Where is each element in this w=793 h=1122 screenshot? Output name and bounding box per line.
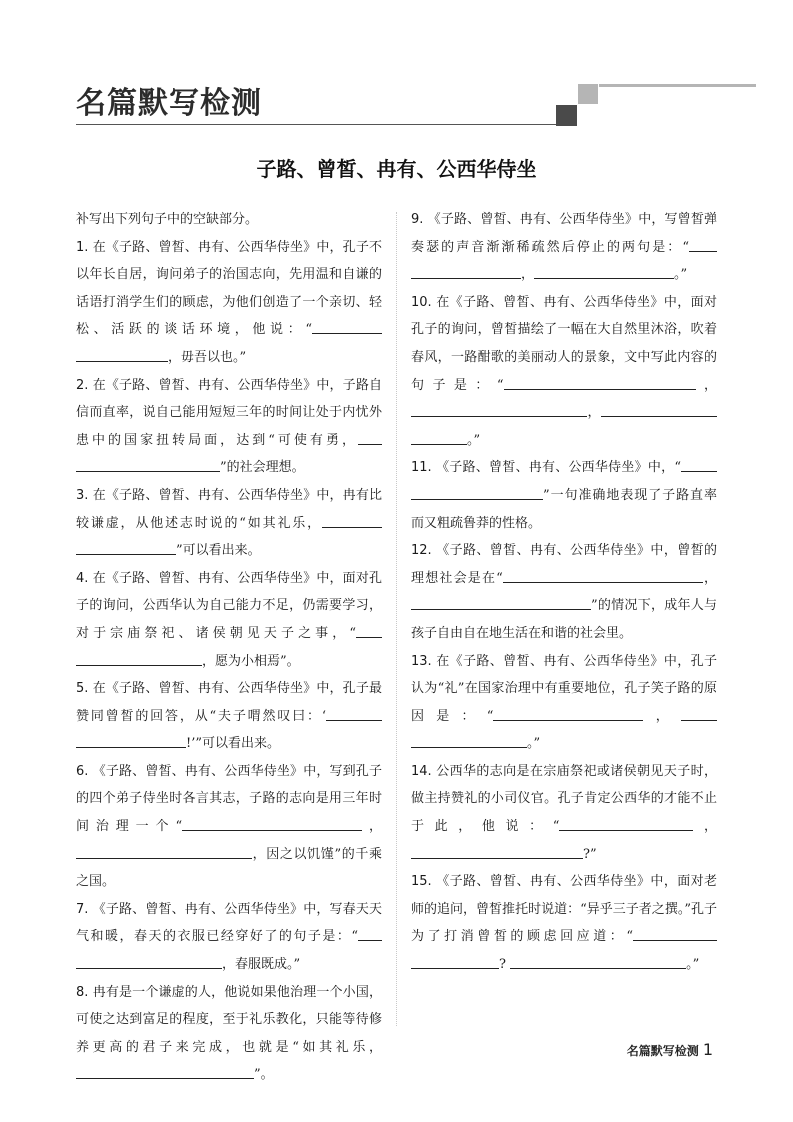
question-text: ”可以看出来。 [176,543,261,559]
answer-blank[interactable] [322,513,382,528]
answer-blank[interactable] [76,651,202,666]
question-text: ?” [583,846,597,862]
answer-blank[interactable] [411,485,543,500]
question-text: 《子路、曾皙、冉有、公西华侍坐》中，写曾皙弹奏瑟的声音渐渐稀疏然后停止的两句是：“ [411,212,717,255]
question-text: 。” [674,267,688,283]
answer-blank[interactable] [76,733,186,748]
question-4 [76,565,382,675]
question-text: ， [521,267,535,283]
question-number: 6. [76,763,89,779]
question-number: 4. [76,570,89,586]
header-decor-square-dark [556,105,577,126]
question-text: ”的社会理想。 [220,460,305,476]
answer-blank[interactable] [411,264,521,279]
header-decor-square-light [578,84,598,104]
question-number: 8. [76,984,89,1000]
answer-blank[interactable] [681,706,717,721]
question-1 [76,234,382,372]
question-number: 13. [411,653,432,669]
question-text: !’”可以看出来。 [186,736,281,752]
question-text: 冉有是一个谦虚的人，他说如果他治理一个小国，可使之达到富足的程度，至于礼乐教化，只能等待修养更高的君子来完成，也就是“如其礼乐， [76,984,382,1055]
question-text: 在《子路、曾皙、冉有、公西华侍坐》中，面对孔子的询问，曾皙描绘了一幅在大自然里沐浴，吹着春风，一路酣歌的美丽动人的景象，文中写此内容的句子是：“ [411,294,717,393]
question-text: 。” [527,736,541,752]
question-text: 《子路、曾皙、冉有、公西华侍坐》中，写到孔子的四个弟子侍坐时各言其志，子路的志向是用三年时间治理一个“ [76,763,382,835]
question-text: ”的情况下，成年人与孩子自由自在地生活在和谐的社会里。 [411,598,717,641]
question-text: 在《子路、曾皙、冉有、公西华侍坐》中，冉有比较谦虚，从他述志时说的“如其礼乐， [76,487,382,531]
answer-blank[interactable] [76,954,222,969]
question-14 [411,758,717,868]
answer-blank[interactable] [358,926,382,941]
answer-blank[interactable] [689,237,717,252]
instructions: 补写出下列句子中的空缺部分。 [76,212,259,227]
question-text: 《子路、曾皙、冉有、公西华侍坐》中，写春天天气和暖，春天的衣服已经穿好了的句子是：“ [76,901,382,945]
answer-blank[interactable] [76,540,176,555]
question-9 [411,206,717,289]
question-number: 7. [76,901,89,917]
question-text: 《子路、曾皙、冉有、公西华侍坐》中，曾皙的理想社会是在“ [411,543,717,586]
left-column [76,206,382,1089]
answer-blank[interactable] [76,844,252,859]
question-5 [76,675,382,758]
page-footer [627,1040,713,1059]
answer-blank[interactable] [681,457,717,472]
answer-blank[interactable] [633,926,717,941]
answer-blank[interactable] [326,706,382,721]
question-text: 《子路、曾皙、冉有、公西华侍坐》中，面对老师的追问，曾皙推托时说道：“异乎三子者之撰。”孔子为了打消曾皙的顾虑回应道：“ [411,874,717,945]
answer-blank[interactable] [504,375,696,390]
header-decor-line [599,84,756,87]
answer-blank[interactable] [358,430,382,445]
question-text: ，毋吾以也。” [168,349,247,365]
answer-blank[interactable] [559,816,693,831]
answer-blank[interactable] [534,264,674,279]
answer-blank[interactable] [493,706,643,721]
question-text: 在《子路、曾皙、冉有、公西华侍坐》中，面对孔子的询问，公西华认为自己能力不足，仍需要学习，对于宗庙祭祀、诸侯朝见天子之事，“ [76,570,382,641]
question-text: ，春服既成。” [222,957,301,973]
question-text: ， [643,708,681,724]
column-divider [396,212,397,1026]
question-number: 2. [76,377,89,393]
answer-blank[interactable] [411,954,499,969]
question-3 [76,482,382,565]
answer-blank[interactable] [503,568,703,583]
question-8 [76,979,382,1089]
question-2 [76,372,382,482]
answer-blank[interactable] [411,402,587,417]
question-12 [411,537,717,647]
answer-blank[interactable] [182,816,362,831]
question-number: 11. [411,460,432,476]
question-number: 3. [76,487,89,503]
question-10 [411,289,717,455]
question-6 [76,758,382,896]
answer-blank[interactable] [411,430,467,445]
right-column [411,206,717,979]
question-text: 在《子路、曾皙、冉有、公西华侍坐》中，子路自信而直率，说自己能用短短三年的时间让处于内忧外患中的国家扭转局面，达到“可使有勇， [76,377,382,448]
question-text: ， [693,819,717,835]
question-text: 在《子路、曾皙、冉有、公西华侍坐》中，孔子认为“礼”在国家治理中有重要地位，孔子笑子路的原因是：“ [411,653,717,724]
answer-blank[interactable] [411,733,527,748]
question-text: 。” [686,957,700,973]
answer-blank[interactable] [76,347,168,362]
answer-blank[interactable] [411,844,583,859]
question-text: ? [499,957,506,973]
answer-blank[interactable] [76,457,220,472]
answer-blank[interactable] [76,1064,254,1079]
question-number: 10. [411,294,432,310]
question-number: 1. [76,239,89,255]
question-text: ，因之以饥馑”的千乘之国。 [76,846,382,890]
question-text: 在《子路、曾皙、冉有、公西华侍坐》中，孔子最赞同曾皙的回答，从“夫子喟然叹曰：‘ [76,681,382,724]
answer-blank[interactable] [356,623,382,638]
question-number: 5. [76,681,89,697]
section-title: 名篇默写检测 [76,86,262,121]
question-number: 15. [411,874,432,890]
question-number: 14. [411,763,432,779]
question-13 [411,648,717,758]
question-text: 公西华的志向是在宗庙祭祀或诸侯朝见天子时，做主持赞礼的小司仪官。孔子肯定公西华的才能不止于此，他说：“ [411,763,717,835]
question-text: ， [702,570,717,586]
question-number: 12. [411,543,432,559]
question-text: ”一句准确地表现了子路直率而又粗疏鲁莽的性格。 [411,487,717,531]
answer-blank[interactable] [510,954,686,969]
question-number: 9. [411,212,424,227]
question-text: ”。 [254,1067,274,1083]
page-number: 1 [702,1040,713,1059]
question-text: 《子路、曾皙、冉有、公西华侍坐》中，“ [436,460,681,476]
answer-blank[interactable] [601,402,717,417]
question-text: ， [587,405,601,421]
question-7 [76,896,382,979]
question-text: ，愿为小相焉”。 [202,653,300,669]
question-text: ， [362,819,382,835]
header-rule [76,124,566,125]
question-text: 在《子路、曾皙、冉有、公西华侍坐》中，孔子不以年长自居，询问弟子的治国志向，先用温和自谦的话语打消学生们的顾虑，为他们创造了一个亲切、轻松、活跃的谈话环境，他说：“ [76,239,382,338]
main-title: 子路、曾皙、冉有、公西华侍坐 [256,157,537,181]
question-11 [411,454,717,537]
question-15 [411,868,717,978]
answer-blank[interactable] [312,319,382,334]
footer-label: 名篇默写检测 [626,1044,699,1058]
question-text: ， [695,377,717,393]
question-text: 。” [467,432,481,448]
answer-blank[interactable] [411,595,591,610]
